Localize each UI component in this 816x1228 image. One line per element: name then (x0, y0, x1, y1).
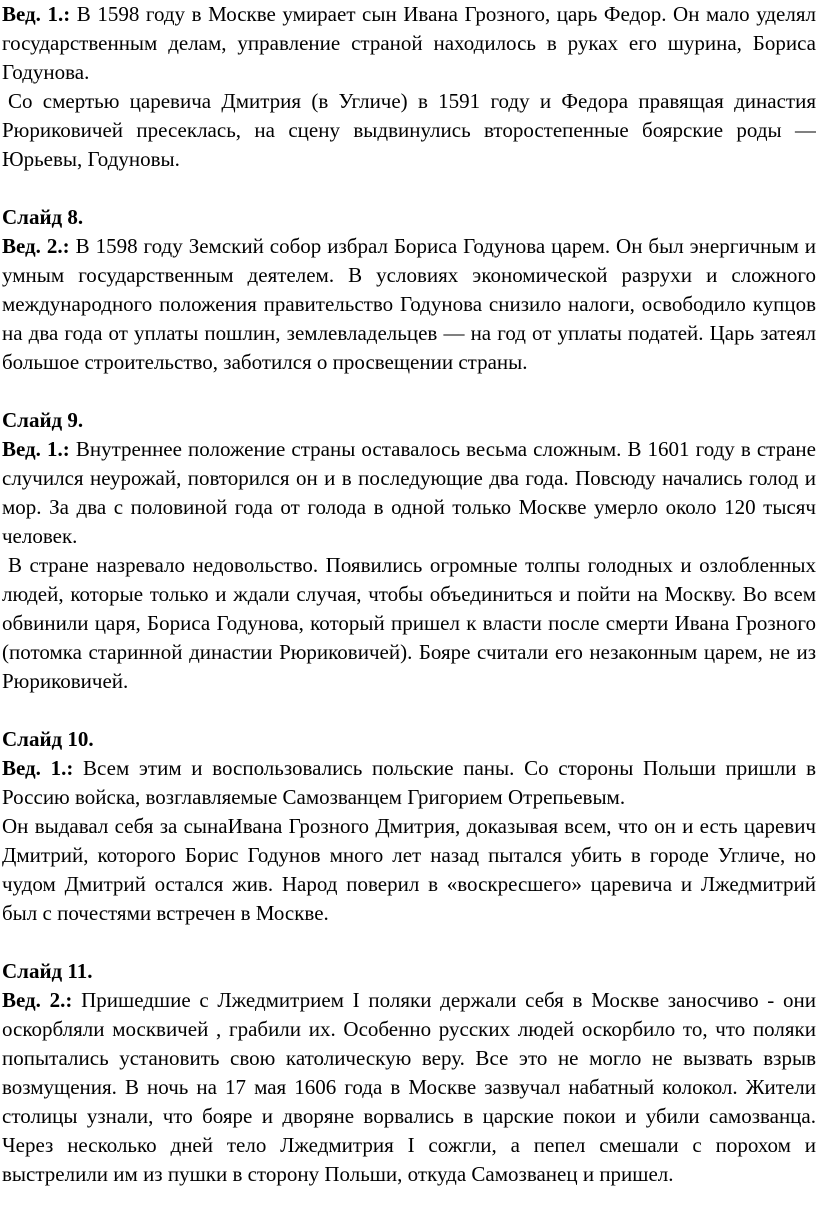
paragraph-polish-invasion (2, 754, 816, 812)
paragraph-text: Со смертью царевича Дмитрия (в Угличе) в 1591 году и Федора правящая династия Рюриковичей пресеклась, на сцену выдвинулись второстепенные боярские роды — Юрьевы, Годуновы. (2, 89, 816, 171)
paragraph-godunov-tsar (2, 232, 816, 377)
paragraph-text: В 1598 году в Москве умирает сын Ивана Грозного, царь Федор. Он мало уделял государственным делам, управление страной находилось в руках его шурина, Бориса Годунова. (2, 2, 816, 84)
paragraph-text: В стране назревало недовольство. Появились огромные толпы голодных и озлобленных людей, которые только и ждали случая, чтобы объединиться и пойти на Москву. Во всем обвинили царя, Бориса Годунова, который пришел к власти после смерти Ивана Грозного (потомка старинной династии Рюриковичей). Бояре считали его незаконным царем, не из Рюриковичей. (2, 553, 816, 693)
paragraph-intro (2, 0, 816, 87)
paragraph-text: Всем этим и воспользовались польские паны. Со стороны Польши пришли в Россию войска, возглавляемые Самозванцем Григорием Отрепьевым. (2, 756, 816, 809)
blank-line (2, 696, 816, 725)
speaker-label: Вед. 1.: (2, 756, 74, 780)
paragraph-famine (2, 435, 816, 551)
paragraph-text: В 1598 году Земский собор избрал Бориса Годунова царем. Он был энергичным и умным государственным деятелем. В условиях экономической разрухи и сложного международного положения правительство Годунова снизило налоги, освободило купцов на два года от уплаты пошлин, землевладельцев — на год от уплаты податей. Царь затеял большое строительство, заботился о просвещении страны. (2, 234, 816, 374)
blank-line (2, 377, 816, 406)
speaker-label: Вед. 2.: (2, 234, 70, 258)
slide-heading-10: Слайд 10. (2, 727, 94, 751)
speaker-label: Вед. 1.: (2, 2, 71, 26)
slide-heading-9: Слайд 9. (2, 408, 84, 432)
speaker-label: Вед. 1.: (2, 437, 70, 461)
slide-heading-11: Слайд 11. (2, 959, 93, 983)
blank-line (2, 174, 816, 203)
paragraph-text: Он выдавал себя за сынаИвана Грозного Дмитрия, доказывая всем, что он и есть царевич Дмитрий, которого Борис Годунов много лет назад пытался убить в городе Угличе, но чудом Дмитрий остался жив. Народ поверил в «воскресшего» царевича и Лжедмитрий был с почестями встречен в Москве. (2, 814, 816, 925)
speaker-label: Вед. 2.: (2, 988, 73, 1012)
blank-line (2, 928, 816, 957)
paragraph-dynasty-end (2, 87, 816, 174)
paragraph-uprising (2, 986, 816, 1189)
paragraph-false-dmitry (2, 812, 816, 928)
paragraph-discontent (2, 551, 816, 696)
slide-heading-8: Слайд 8. (2, 205, 84, 229)
paragraph-text: Внутреннее положение страны оставалось весьма сложным. В 1601 году в стране случился неурожай, повторился он и в последующие два года. Повсюду начались голод и мор. За два с половиной года от голода в одной только Москве умерло около 120 тысяч человек. (2, 437, 816, 548)
paragraph-text: Пришедшие с Лжедмитрием I поляки держали себя в Москве заносчиво - они оскорбляли москвичей , грабили их. Особенно русских людей оскорбило то, что поляки попытались установить свою католическую веру. Все это не могло не вызвать взрыв возмущения. В ночь на 17 мая 1606 года в Москве зазвучал набатный колокол. Жители столицы узнали, что бояре и дворяне ворвались в царские покои и убили самозванца. Через несколько дней тело Лжедмитрия I сожгли, а пепел смешали с порохом и выстрелили им из пушки в сторону Польши, откуда Самозванец и пришел. (2, 988, 816, 1186)
